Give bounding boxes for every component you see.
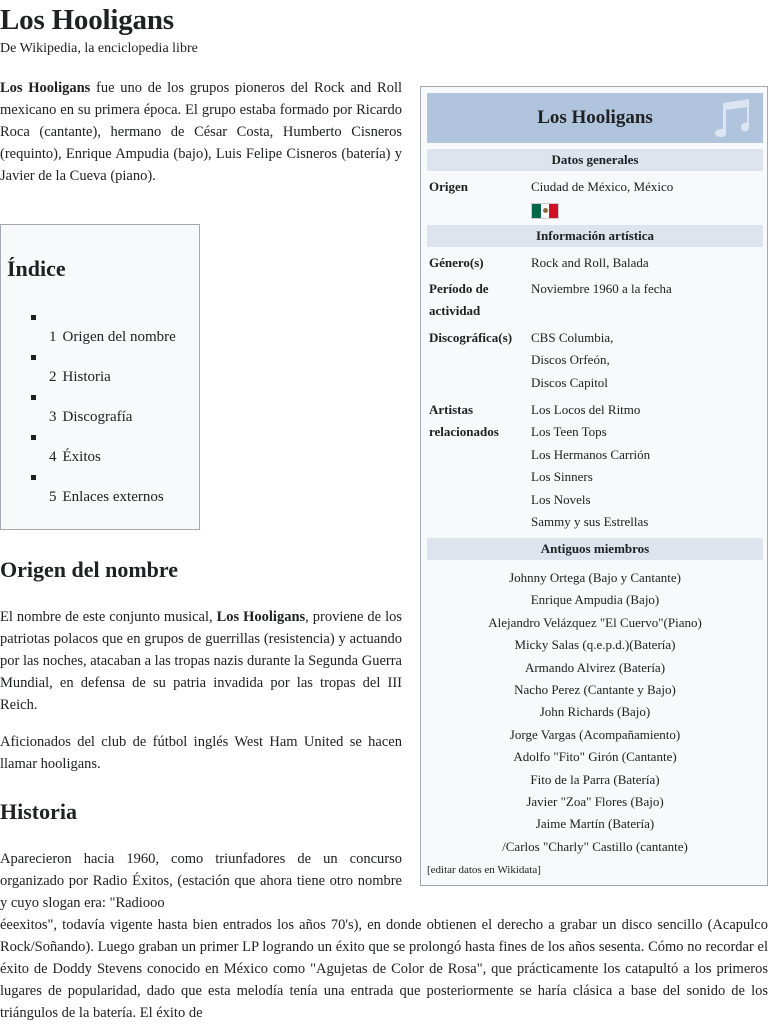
- related-artist-item[interactable]: Los Novels: [531, 491, 591, 507]
- record-labels-value: [531, 327, 761, 394]
- toc-link[interactable]: Discografía: [62, 409, 133, 425]
- infobox-title-text: Los Hooligans: [537, 107, 653, 128]
- period-label: Período de actividad: [429, 281, 489, 318]
- infobox-title: [427, 93, 763, 143]
- toc-number: 3: [49, 409, 57, 425]
- record-label-item[interactable]: CBS Columbia,: [531, 330, 614, 345]
- member-item: Adolfo "Fito" Girón (Cantante): [513, 749, 677, 765]
- mexico-flag-icon: [531, 203, 559, 219]
- bullet-icon: [31, 315, 36, 320]
- section-heading-origen: Origen del nombre: [0, 557, 179, 582]
- bullet-icon: [31, 435, 36, 440]
- page-subtitle: De Wikipedia, la enciclopedia libre: [0, 41, 198, 56]
- bullet-icon: [31, 395, 36, 400]
- hooligans-paragraph: Aficionados del club de fútbol inglés West Ham United se hacen llamar hooligans.: [0, 734, 402, 772]
- infobox: [420, 86, 768, 886]
- historia-paragraph-continued: éeexitos", todavía vigente hasta bien entrados los años 70's), en donde obtienen el derecho a grabar un disco sencillo (Acapulco Rock/Soñando). Luego graban un primer LP logrando un éxito que se prolongó hasta fines de los años sesenta. Cómo no recordar el éxito de Doddy Stevens conocido en México como "Agujetas de Color de Rosa", que prácticamente los catapultó a los primeros lugares de popularidad, dado que esta melodía tenía una entrada que posteriormente se haría clásica a base del sonido de los triángulos de la batería. El éxito de: [0, 917, 768, 1021]
- section-heading-historia: Historia: [0, 799, 77, 824]
- bullet-icon: [31, 355, 36, 360]
- related-artist-item[interactable]: Los Locos del Ritmo: [531, 402, 641, 417]
- origen-bold-term: Los Hooligans: [216, 609, 306, 625]
- toc-link[interactable]: Éxitos: [62, 449, 101, 465]
- origen-paragraph: [0, 606, 402, 716]
- record-label-item[interactable]: Discos Capitol: [531, 374, 608, 390]
- toc-link[interactable]: Historia: [62, 369, 111, 385]
- member-item: Nacho Perez (Cantante y Bajo): [514, 682, 676, 698]
- intro-bold-term: Los Hooligans: [0, 80, 91, 96]
- former-members-list: [427, 567, 763, 858]
- related-artist-item[interactable]: Los Sinners: [531, 469, 593, 485]
- historia-paragraph-start: Aparecieron hacia 1960, como triunfadores de un concurso organizado por Radio Éxitos, (estación que ahora tiene otro nombre y cuyo slogan era: "Radiooo: [0, 851, 402, 911]
- member-item: Jorge Vargas (Acompañamiento): [509, 726, 681, 742]
- member-item: /Carlos "Charly" Castillo (cantante): [502, 838, 688, 854]
- related-artist-item[interactable]: Los Hermanos Carrión: [531, 446, 651, 462]
- table-of-contents: [0, 224, 200, 530]
- bullet-icon: [31, 475, 36, 480]
- related-artists-label: Artistas relacionados: [429, 402, 499, 439]
- origen-text: El nombre de este conjunto musical,: [0, 609, 217, 625]
- page-title: Los Hooligans: [0, 4, 174, 36]
- genre-label: Género(s): [429, 255, 484, 270]
- member-item: John Richards (Bajo): [539, 704, 651, 720]
- period-value: Noviembre 1960 a la fecha: [531, 281, 672, 296]
- infobox-section-former-members: Antiguos miembros: [427, 538, 763, 560]
- member-item: Enrique Ampudia (Bajo): [530, 592, 660, 608]
- edit-wikidata-link[interactable]: [editar datos en Wikidata]: [427, 864, 541, 876]
- related-artist-item[interactable]: Los Teen Tops: [531, 424, 607, 440]
- related-artist-item[interactable]: Sammy y sus Estrellas: [531, 514, 649, 530]
- toc-link[interactable]: Origen del nombre: [62, 329, 176, 345]
- toc-number: 1: [49, 329, 57, 345]
- intro-paragraph: [0, 77, 402, 187]
- toc-link[interactable]: Enlaces externos: [62, 489, 164, 505]
- toc-number: 5: [49, 489, 57, 505]
- infobox-section-artistic: Información artística: [427, 225, 763, 247]
- related-artists-value: [531, 399, 761, 533]
- member-item: Armando Alvirez (Batería): [524, 659, 666, 675]
- toc-number: 2: [49, 369, 57, 385]
- infobox-section-general: Datos generales: [427, 149, 763, 171]
- toc-number: 4: [49, 449, 57, 465]
- record-label-item[interactable]: Discos Orfeón,: [531, 352, 610, 368]
- toc-title: Índice: [7, 256, 66, 281]
- member-item: Micky Salas (q.e.p.d.)(Batería): [514, 637, 676, 653]
- genre-value: Rock and Roll, Balada: [531, 255, 649, 270]
- member-item: Alejandro Velázquez "El Cuervo"(Piano): [488, 614, 702, 630]
- origin-label: Origen: [429, 179, 468, 194]
- member-item: Javier "Zoa" Flores (Bajo): [526, 794, 664, 810]
- record-labels-label: Discográfica(s): [429, 330, 513, 345]
- music-note-icon: [709, 97, 759, 141]
- member-item: Jaime Martín (Batería): [535, 816, 655, 832]
- origen-text-rest: , proviene de los patriotas polacos que en grupos de guerrillas (resistencia) y actuando por las noches, atacaban a las tropas nazis durante la Segunda Guerra Mundial, en defensa de su patria invadida por las tropas del III Reich.: [0, 609, 402, 713]
- member-item: Johnny Ortega (Bajo y Cantante): [509, 570, 681, 585]
- member-item: Fito de la Parra (Batería): [530, 771, 660, 787]
- origin-value: Ciudad de México, México: [531, 179, 674, 194]
- intro-text: fue uno de los grupos pioneros del Rock and Roll mexicano en su primera época. El grupo estaba formado por Ricardo Roca (cantante), hermano de César Costa, Humberto Cisneros (requinto), Enrique Ampudia (bajo), Luis Felipe Cisneros (batería) y Javier de la Cueva (piano).: [0, 80, 403, 184]
